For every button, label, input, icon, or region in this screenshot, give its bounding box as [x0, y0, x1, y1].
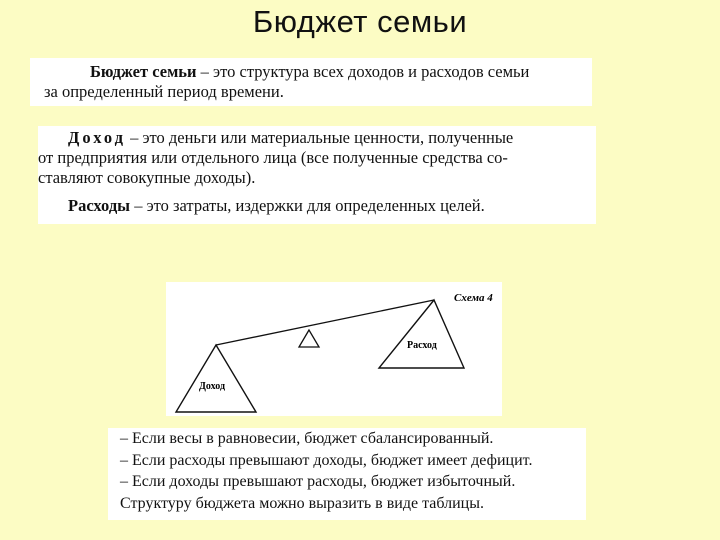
income-weight-triangle [176, 345, 256, 412]
definition-term: Бюджет семьи [90, 62, 197, 81]
income-line-2: от предприятия или отдельного лица (все полученные средства со- [38, 148, 508, 167]
scale-beam [216, 300, 434, 345]
income-line-1 [38, 128, 590, 148]
scales-diagram [166, 282, 502, 416]
rule-surplus: – Если доходы превышают расходы, бюджет избыточный. [120, 473, 516, 490]
income-text-1: – это деньги или материальные ценности, полученные [125, 128, 514, 147]
expense-term: Расходы [68, 196, 131, 215]
definition-text-1: – это структура всех доходов и расходов семьи [196, 62, 530, 81]
expense-line [38, 196, 590, 216]
expense-weight-label: Расход [407, 340, 437, 351]
income-expense-box [38, 126, 596, 224]
definition-box [30, 58, 592, 106]
scale-fulcrum [299, 330, 319, 347]
budget-rules-box [108, 428, 586, 520]
income-weight-label: Доход [199, 381, 226, 392]
scales-scheme [166, 282, 502, 416]
income-term: Доход [68, 128, 126, 147]
expense-text: – это затраты, издержки для определенных целей. [130, 196, 485, 215]
rule-balanced: – Если весы в равновесии, бюджет сбалансированный. [120, 430, 494, 447]
spacer [38, 188, 590, 196]
slide-title: Бюджет семьи [252, 4, 468, 39]
definition-line-2: за определенный период времени. [44, 82, 284, 101]
rule-table-note: Структуру бюджета можно выразить в виде таблицы. [120, 494, 484, 512]
definition-line-1 [44, 62, 582, 82]
rule-deficit: – Если расходы превышают доходы, бюджет имеет дефицит. [120, 451, 533, 469]
scheme-caption: Схема 4 [454, 292, 493, 304]
expense-weight-triangle [379, 300, 464, 368]
income-line-3: ставляют совокупные доходы). [38, 168, 256, 187]
